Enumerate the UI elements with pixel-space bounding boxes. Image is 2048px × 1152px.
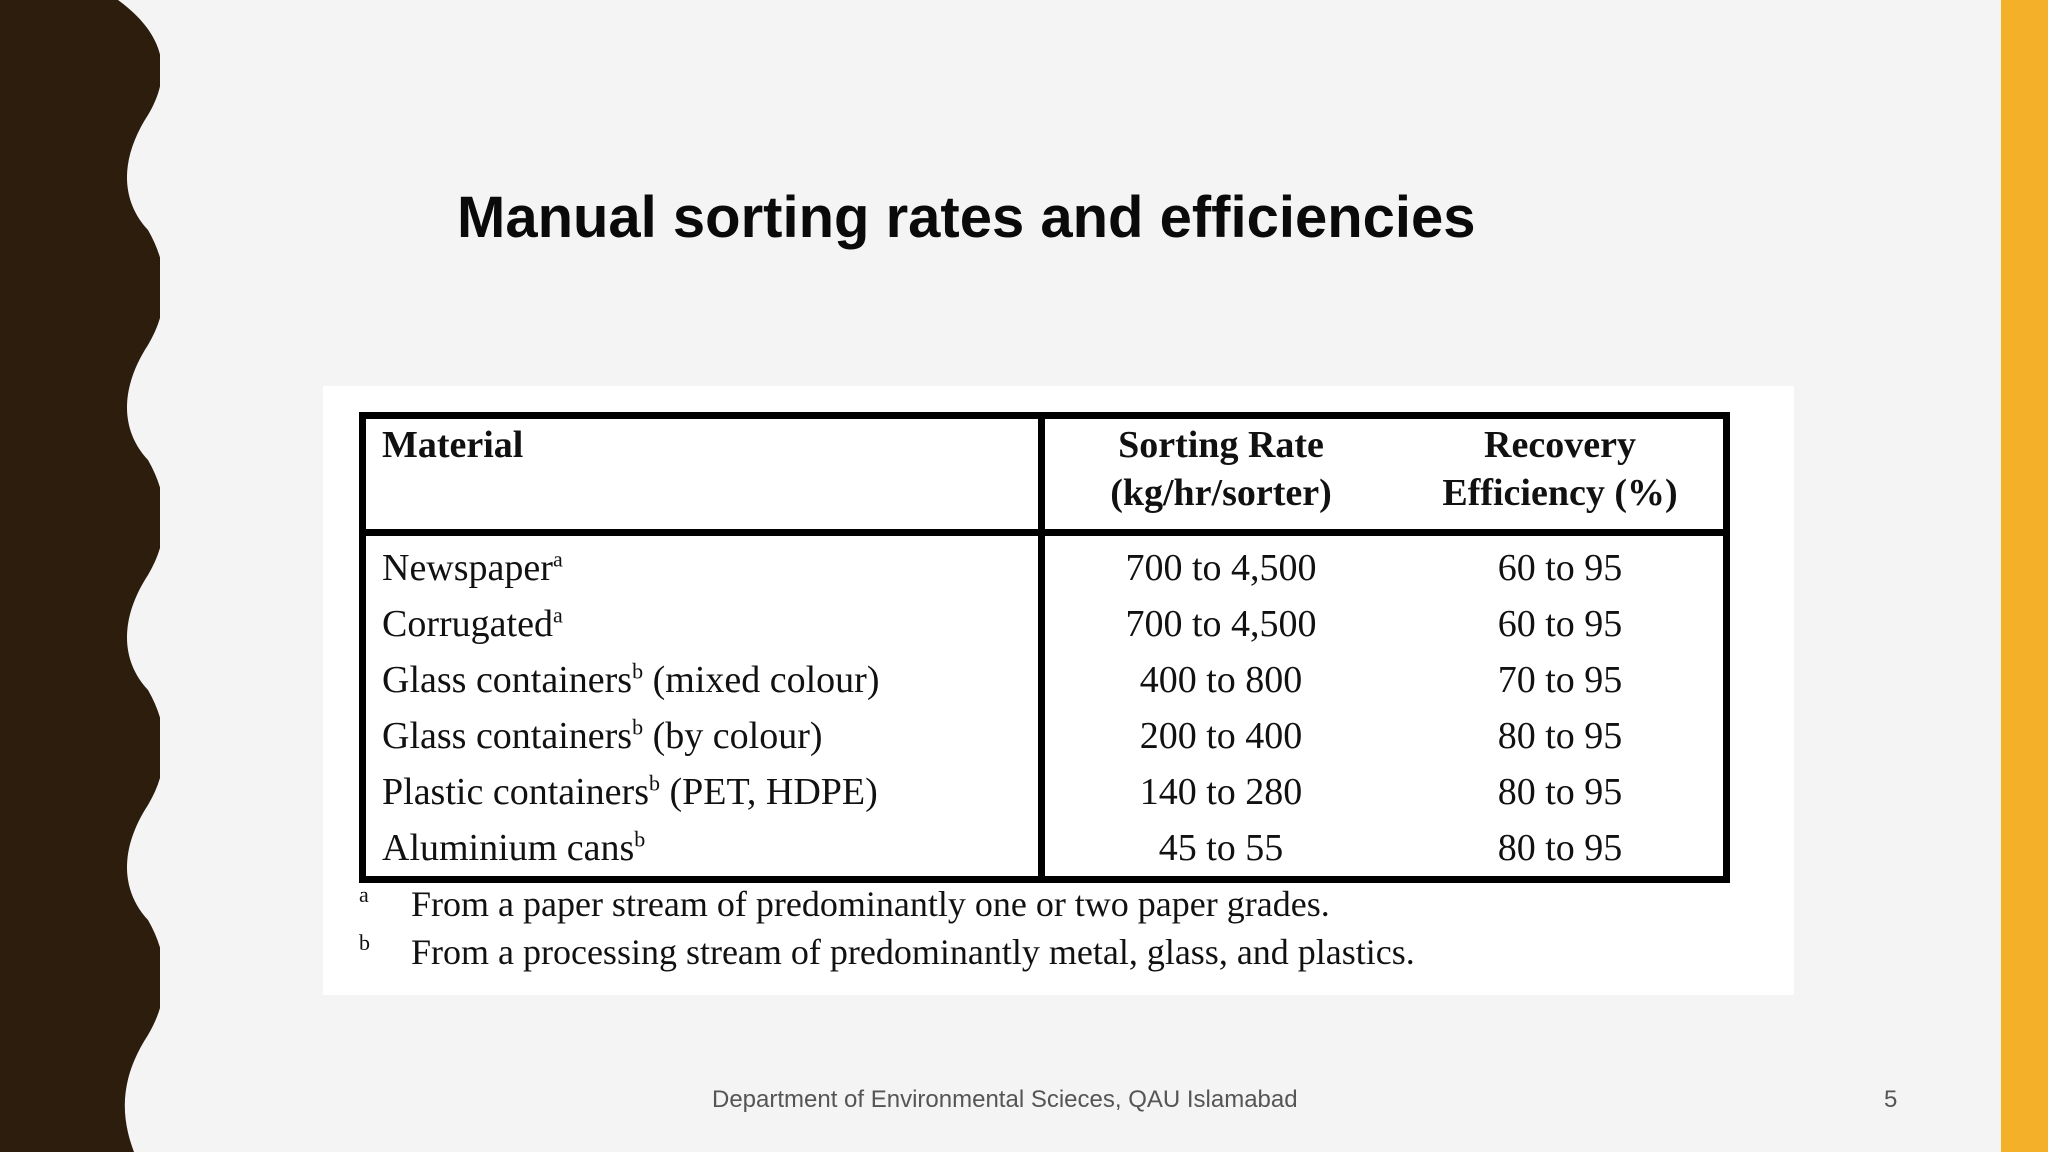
footnote-b-text: From a processing stream of predominantly metal, glass, and plastics. xyxy=(411,932,1415,972)
material-cell xyxy=(363,596,1042,652)
recovery-efficiency-cell: 70 to 95 xyxy=(1497,659,1623,701)
header-sorting-rate-line1: Sorting Rate xyxy=(1118,424,1324,466)
footnote-a xyxy=(359,882,1330,926)
recovery-efficiency-cell: 80 to 95 xyxy=(1497,715,1623,757)
header-material: Material xyxy=(363,416,1042,533)
recovery-efficiency-cell: 60 to 95 xyxy=(1497,603,1623,645)
material-name: Plastic containers xyxy=(382,771,649,813)
material-name: Newspaper xyxy=(382,547,553,589)
header-recovery-efficiency-line2: Efficiency (%) xyxy=(1442,472,1678,514)
material-suffix: (mixed colour) xyxy=(643,659,880,701)
footnote-a-text: From a paper stream of predominantly one or two paper grades. xyxy=(411,884,1330,924)
footnote-marker: b xyxy=(648,770,660,796)
material-cell xyxy=(363,820,1042,880)
material-name: Corrugated xyxy=(382,603,553,645)
header-recovery-efficiency-line1: Recovery xyxy=(1484,424,1636,466)
footnote-marker: a xyxy=(552,546,563,572)
header-recovery-efficiency xyxy=(1397,416,1727,533)
header-sorting-rate xyxy=(1042,416,1398,533)
slide-footer: Department of Environmental Scieces, QAU Islamabad xyxy=(712,1086,1298,1113)
material-cell xyxy=(363,652,1042,708)
decorative-wavy-band xyxy=(0,0,160,1152)
recovery-efficiency-cell: 80 to 95 xyxy=(1497,771,1623,813)
material-cell xyxy=(363,708,1042,764)
sorting-rate-cell: 400 to 800 xyxy=(1042,652,1398,708)
footnote-b xyxy=(359,930,1415,974)
footnote-marker: b xyxy=(632,714,644,740)
decorative-accent-band xyxy=(2001,0,2048,1152)
header-sorting-rate-line2: (kg/hr/sorter) xyxy=(1110,472,1332,514)
table-header-row xyxy=(363,416,1727,533)
material-suffix: (by colour) xyxy=(643,715,823,757)
material-cell xyxy=(363,533,1042,597)
footnote-b-mark: b xyxy=(359,930,370,955)
material-name: Glass containers xyxy=(382,659,633,701)
recovery-efficiency-cell: 80 to 95 xyxy=(1497,827,1623,869)
table-row xyxy=(363,533,1727,597)
material-name: Glass containers xyxy=(382,715,633,757)
sorting-rate-cell: 140 to 280 xyxy=(1042,764,1398,820)
recovery-efficiency-cell: 60 to 95 xyxy=(1497,547,1623,589)
footnote-marker: b xyxy=(634,826,646,852)
sorting-rates-table xyxy=(359,412,1730,883)
table-row xyxy=(363,652,1727,708)
material-name: Aluminium cans xyxy=(382,827,635,869)
sorting-rate-cell: 700 to 4,500 xyxy=(1042,596,1398,652)
slide-page-number: 5 xyxy=(1884,1086,1898,1113)
footnote-a-mark: a xyxy=(359,882,369,907)
material-cell xyxy=(363,764,1042,820)
sorting-rate-cell: 200 to 400 xyxy=(1042,708,1398,764)
table-row xyxy=(363,708,1727,764)
table-row xyxy=(363,596,1727,652)
sorting-rate-cell: 700 to 4,500 xyxy=(1042,533,1398,597)
material-suffix: (PET, HDPE) xyxy=(659,771,878,813)
table-row xyxy=(363,764,1727,820)
table-row xyxy=(363,820,1727,880)
footnote-marker: a xyxy=(552,602,563,628)
sorting-rate-cell: 45 to 55 xyxy=(1042,820,1398,880)
footnote-marker: b xyxy=(632,658,644,684)
sorting-table-figure xyxy=(323,386,1794,995)
slide-title: Manual sorting rates and efficiencies xyxy=(457,185,1476,250)
